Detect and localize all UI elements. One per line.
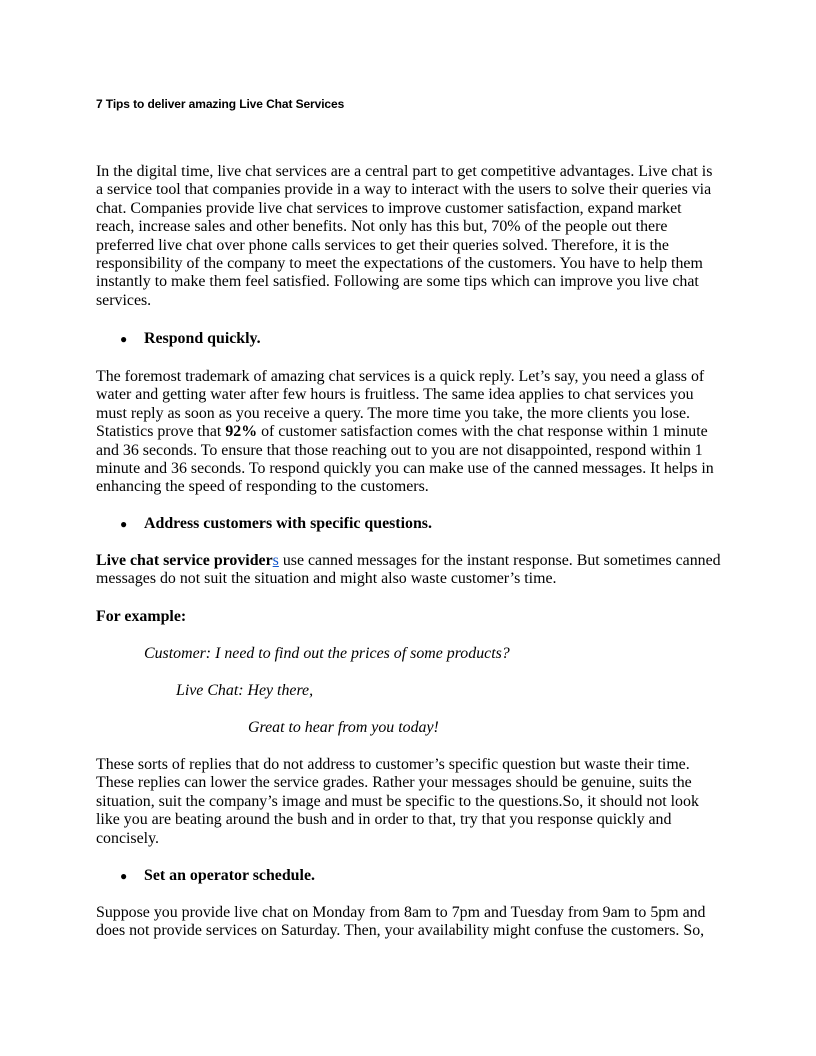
tip1-paragraph bbox=[96, 368, 722, 497]
tip2-link[interactable]: s bbox=[272, 552, 279, 569]
bullet-icon: ● bbox=[120, 517, 128, 531]
document-title: 7 Tips to deliver amazing Live Chat Services bbox=[96, 97, 345, 111]
tip1-statistic: 92% bbox=[225, 423, 258, 441]
tip1-heading bbox=[120, 330, 261, 348]
tip2-heading bbox=[120, 515, 432, 533]
intro-paragraph: In the digital time, live chat services are a central part to get competitive advantages. Live chat is a service tool that companies provide in a way to interact with the users to solve their queries via chat. Companies provide live chat services to improve customer satisfaction, expand market reach, increase sales and other benefits. Not only has this but, 70% of the people out there preferred live chat over phone calls services to get their queries solved. Therefore, it is the responsibility of the company to meet the expectations of the customers. You have to help them instantly to make them feel satisfied. Following are some tips which can improve you live chat services. bbox=[96, 163, 713, 309]
example-label: For example: bbox=[96, 608, 187, 625]
tip2-bold-text: Live chat service provider bbox=[96, 552, 273, 569]
tip2-after-paragraph: These sorts of replies that do not address to customer’s specific question but waste their time. These replies can lower the service grades. Rather your messages should be genuine, suits the situation, suit the company’s image and must be specific to the questions.So, it should not look like you are beating around the bush and in order to that, try that you response quickly and concisely. bbox=[96, 756, 699, 847]
tip2-paragraph bbox=[96, 552, 722, 589]
example-livechat-line: Live Chat: Hey there, bbox=[176, 682, 314, 699]
tip3-heading-text: Set an operator schedule. bbox=[144, 867, 315, 884]
tip2-text: use canned messages for the instant response. But sometimes canned messages do not suit the situation and might also waste customer’s time. bbox=[96, 552, 721, 588]
tip1-text-start: The foremost trademark of amazing chat services is a quick reply. Let’s say, you need a glass of water and getting water after few hours is fruitless. The same idea applies to chat services you must reply as soon as you receive a query. The more time you take, the more clients you lose. Statistics prove that bbox=[96, 368, 705, 441]
tip3-heading bbox=[120, 867, 315, 885]
example-customer-line: Customer: I need to find out the prices of some products? bbox=[144, 645, 510, 662]
example-greeting-line: Great to hear from you today! bbox=[248, 719, 439, 736]
bullet-icon: ● bbox=[120, 869, 128, 883]
tip3-paragraph: Suppose you provide live chat on Monday from 8am to 7pm and Tuesday from 9am to 5pm and does not provide services on Saturday. Then, your availability might confuse the customers. So, bbox=[96, 904, 706, 940]
bullet-icon: ● bbox=[120, 332, 128, 346]
tip1-text-end: of customer satisfaction comes with the chat response within 1 minute and 36 seconds. To ensure that those reaching out to you are not disappointed, respond within 1 minute and 36 seconds. To respond quickly you can make use of the canned messages. It helps in enhancing the speed of responding to the customers. bbox=[96, 423, 714, 496]
tip1-heading-text: Respond quickly. bbox=[144, 330, 261, 347]
tip2-heading-text: Address customers with specific questions. bbox=[144, 515, 432, 532]
